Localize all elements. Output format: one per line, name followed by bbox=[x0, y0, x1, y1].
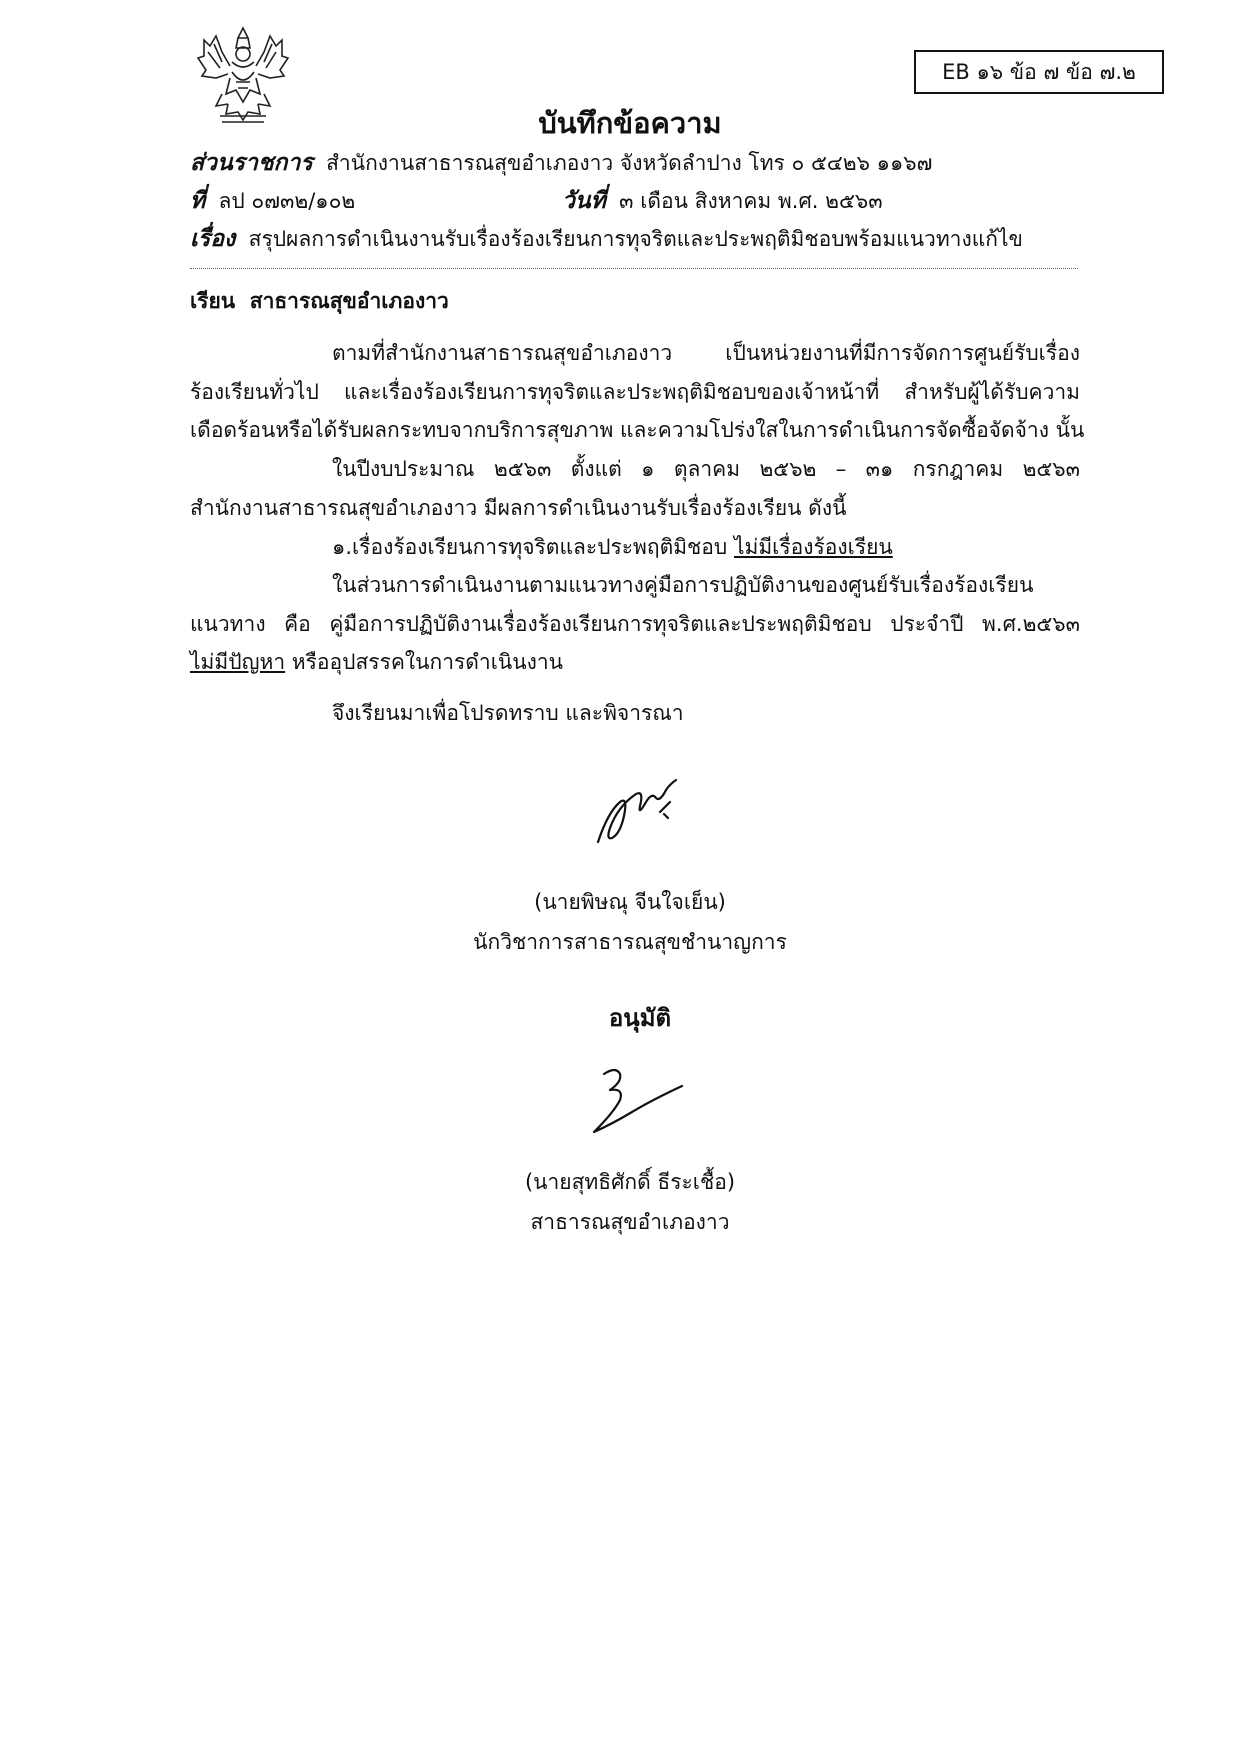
approver-block bbox=[380, 1162, 880, 1242]
approver-position: สาธารณสุขอำเภองาว bbox=[530, 1210, 730, 1234]
body-line: ตามที่สำนักงานสาธารณสุขอำเภองาว เป็นหน่วยงานที่มีการจัดการศูนย์รับเรื่อง bbox=[332, 341, 1080, 365]
reference-number-row bbox=[190, 186, 355, 216]
signer-1-block bbox=[380, 882, 880, 962]
approval-label: อนุมัติ bbox=[608, 1004, 672, 1032]
body-paragraph-3 bbox=[190, 566, 1080, 682]
approver-name: (นายสุทธิศักดิ์ ธีระเชื้อ) bbox=[524, 1170, 736, 1194]
body-line: ในส่วนการดำเนินงานตามแนวทางคู่มือการปฏิบัติงานของศูนย์รับเรื่องร้องเรียน bbox=[332, 573, 1034, 597]
signature-2 bbox=[582, 1060, 692, 1140]
p3-rest: หรืออุปสรรคในการดำเนินงาน bbox=[291, 650, 564, 674]
closing-paragraph bbox=[190, 694, 1080, 733]
salutation-value: สาธารณสุขอำเภองาว bbox=[249, 289, 449, 313]
closing-text: จึงเรียนมาเพื่อโปรดทราบ และพิจารณา bbox=[332, 701, 684, 725]
body-line bbox=[190, 528, 1080, 567]
body-line: แนวทาง คือ คู่มือการปฏิบัติงานเรื่องร้องเรียนการทุจริตและประพฤติมิชอบ ประจำปี พ.ศ.๒๕๖๓ bbox=[190, 611, 1080, 636]
memo-title: บันทึกข้อความ bbox=[538, 106, 722, 140]
subject-label: เรื่อง bbox=[190, 226, 236, 252]
date-row bbox=[562, 186, 883, 216]
salutation bbox=[190, 286, 449, 316]
item1-text: ๑.เรื่องร้องเรียนการทุจริตและประพฤติมิชอบ bbox=[332, 535, 728, 559]
body-paragraph-2 bbox=[190, 450, 1080, 527]
subject-value: สรุปผลการดำเนินงานรับเรื่องร้องเรียนการทุจริตและประพฤติมิชอบพร้อมแนวทางแก้ไข bbox=[248, 227, 1023, 251]
reference-code-box: EB ๑๖ ข้อ ๗ ข้อ ๗.๒ bbox=[914, 50, 1164, 94]
body-line: ร้องเรียนทั่วไป และเรื่องร้องเรียนการทุจริตและประพฤติมิชอบของเจ้าหน้าที่ สำหรับผู้ได้รับความ bbox=[190, 379, 1080, 404]
body-line: ในปีงบประมาณ ๒๕๖๓ ตั้งแต่ ๑ ตุลาคม ๒๕๖๒ – ๓๑ กรกฎาคม ๒๕๖๓ bbox=[332, 457, 1080, 481]
date-label: วันที่ bbox=[562, 188, 606, 214]
body-line: สำนักงานสาธารณสุขอำเภองาว มีผลการดำเนินงานรับเรื่องร้องเรียน ดังนี้ bbox=[190, 495, 847, 520]
reference-label: ที่ bbox=[190, 188, 206, 214]
body-item-1 bbox=[190, 528, 1080, 567]
p3-underlined: ไม่มีปัญหา bbox=[190, 650, 286, 674]
signer-1-position: นักวิชาการสาธารณสุขชำนาญการ bbox=[473, 930, 787, 954]
subject-row bbox=[190, 224, 1023, 254]
department-value: สำนักงานสาธารณสุขอำเภองาว จังหวัดลำปาง โทร ๐ ๕๔๒๖ ๑๑๖๗ bbox=[326, 151, 933, 175]
salutation-label: เรียน bbox=[190, 289, 236, 313]
body-line bbox=[190, 643, 1080, 682]
date-value: ๓ เดือน สิงหาคม พ.ศ. ๒๕๖๓ bbox=[619, 189, 883, 213]
header-divider bbox=[190, 268, 1078, 269]
signer-1-name: (นายพิษณุ จีนใจเย็น) bbox=[534, 890, 726, 914]
department-label: ส่วนราชการ bbox=[190, 150, 313, 176]
item1-underlined: ไม่มีเรื่องร้องเรียน bbox=[733, 535, 893, 559]
reference-value: ลป ๐๗๓๒/๑๐๒ bbox=[218, 189, 356, 213]
body-line: เดือดร้อนหรือได้รับผลกระทบจากบริการสุขภาพ และความโปร่งใสในการดำเนินการจัดซื้อจัดจ้าง นั้น bbox=[190, 418, 1085, 442]
signature-1 bbox=[590, 772, 690, 852]
body-paragraph-1 bbox=[190, 334, 1085, 450]
department-row bbox=[190, 148, 932, 178]
